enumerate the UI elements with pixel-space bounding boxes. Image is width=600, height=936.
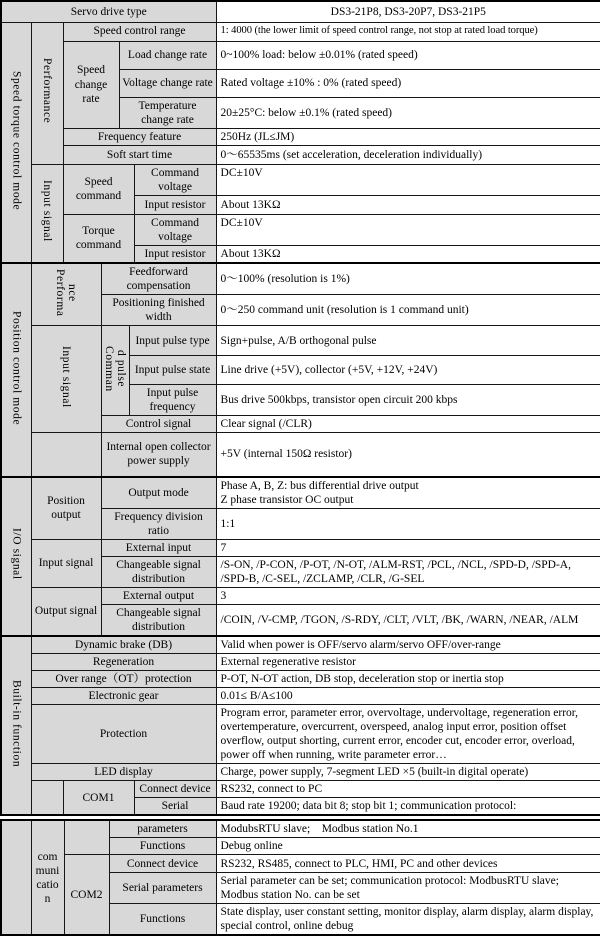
label-input-pulse-state: Input pulse state <box>129 356 216 385</box>
table-row <box>1 687 600 704</box>
value-changeable-signal-input: /S-ON, /P-CON, /P-OT, /N-OT, /ALM-RST, /PCL, /NCL, /SPD-D, /SPD-A, /SPD-B, /C-SEL, /ZCLAMP, /CLR, /G-SEL <box>216 556 600 587</box>
label-load-change-rate: Load change rate <box>119 41 216 69</box>
group-performance <box>31 263 101 326</box>
table-row <box>1 214 600 245</box>
table-row <box>1 653 600 670</box>
value-control-signal: Clear signal (/CLR) <box>216 416 600 433</box>
label-temperature-change-rate: Temperature change rate <box>119 97 216 128</box>
section-built-in-function <box>1 636 31 815</box>
value-input-pulse-frequency: Bus drive 500kbps, transistor open circuit 200 kbps <box>216 385 600 416</box>
label-torque-input-resistor: Input resistor <box>134 245 216 263</box>
group-com2: COM2 <box>64 855 109 936</box>
label-com1-functions: Functions <box>109 838 216 855</box>
label-com2-connect-device: Connect device <box>109 855 216 873</box>
empty-cell <box>31 433 101 477</box>
value-over-range-protection: P-OT, N-OT action, DB stop, deceleration stop or inertia stop <box>216 670 600 687</box>
label-input-pulse-type: Input pulse type <box>129 326 216 356</box>
value-output-mode: Phase A, B, Z: bus differential drive output Z phase transistor OC output <box>216 477 600 509</box>
group-com1: COM1 <box>63 781 134 816</box>
value-positioning-finished-width: 0～250 command unit (resolution is 1 command unit) <box>216 295 600 326</box>
value-com1-functions: Debug online <box>216 838 600 855</box>
value-com1-parameters: ModubsRTU slave; Modbus station No.1 <box>216 820 600 838</box>
value-frequency-feature: 250Hz (JL≤JM) <box>216 128 600 145</box>
label-internal-open-collector: Internal open collector power supply <box>101 433 216 477</box>
table-row <box>1 855 600 873</box>
label-dynamic-brake: Dynamic brake (DB) <box>31 636 216 654</box>
section-label: Speed torque control mode <box>10 70 23 210</box>
label-external-output: External output <box>101 587 216 604</box>
label-com1-connect-device: Connect device <box>134 781 216 798</box>
value-com1-connect-device: RS232, connect to PC <box>216 781 600 798</box>
value-feedforward-compensation: 0～100% (resolution is 1%) <box>216 263 600 295</box>
value-internal-open-collector: +5V (internal 150Ω resistor) <box>216 433 600 477</box>
group-input-signal <box>31 164 63 263</box>
label-changeable-signal-input: Changeable signal distribution <box>101 556 216 587</box>
label-external-input: External input <box>101 539 216 556</box>
table-row <box>1 781 600 798</box>
table-row <box>1 164 600 195</box>
table-row <box>1 587 600 604</box>
table-row <box>1 1 600 22</box>
value-led-display: Charge, power supply, 7-segment LED ×5 (built-in digital operate) <box>216 764 600 781</box>
section-io-signal <box>1 477 31 636</box>
section-label: I/O signal <box>10 528 23 581</box>
table-row <box>1 128 600 145</box>
table-row <box>1 477 600 509</box>
value-speed-input-resistor: About 13KΩ <box>216 195 600 214</box>
value-torque-command-voltage: DC±10V <box>216 214 600 245</box>
value-torque-input-resistor: About 13KΩ <box>216 245 600 263</box>
value-protection: Program error, parameter error, overvoltage, undervoltage, regeneration error, overtemperature, overcurrent, overspeed, analog input error, position offset overflow, output shorting, current error, encoder cut, encoder error, overload, power off when running, write parameter error… <box>216 704 600 763</box>
communication-table <box>0 819 600 936</box>
value-regeneration: External regenerative resistor <box>216 653 600 670</box>
label-frequency-feature: Frequency feature <box>63 128 216 145</box>
group-speed-change-rate: Speed change rate <box>63 41 119 128</box>
empty-cell <box>64 820 109 855</box>
group-command-pulse <box>101 326 129 416</box>
value-voltage-change-rate: Rated voltage ±10% : 0% (rated speed) <box>216 69 600 97</box>
value-external-output: 3 <box>216 587 600 604</box>
section-label: Built-in function <box>10 679 23 768</box>
label-speed-command-voltage: Command voltage <box>134 164 216 195</box>
label-positioning-finished-width: Positioning finished width <box>101 295 216 326</box>
label-frequency-division-ratio: Frequency division ratio <box>101 508 216 539</box>
table-row <box>1 764 600 781</box>
value-com2-connect-device: RS232, RS485, connect to PLC, HMI, PC and other devices <box>216 855 600 873</box>
group-output-signal: Output signal <box>31 587 101 636</box>
value-load-change-rate: 0~100% load: below ±0.01% (rated speed) <box>216 41 600 69</box>
value-speed-command-voltage: DC±10V <box>216 164 600 195</box>
label-voltage-change-rate: Voltage change rate <box>119 69 216 97</box>
table-row <box>1 539 600 556</box>
table-row <box>1 670 600 687</box>
empty-cell <box>1 820 31 935</box>
table-row <box>1 704 600 763</box>
group-label: Input signal <box>41 180 54 243</box>
table-row <box>1 326 600 356</box>
label-com2-functions: Functions <box>109 904 216 936</box>
group-label: Performance <box>41 58 54 124</box>
label-regeneration: Regeneration <box>31 653 216 670</box>
label-over-range-protection: Over range（OT）protection <box>31 670 216 687</box>
value-electronic-gear: 0.01≤ B/A≤100 <box>216 687 600 704</box>
group-position-output: Position output <box>31 477 101 540</box>
label-com1-serial: Serial <box>134 798 216 816</box>
section-label: Position control mode <box>10 310 23 425</box>
group-torque-command: Torque command <box>63 214 134 263</box>
value-external-input: 7 <box>216 539 600 556</box>
table-row <box>1 433 600 477</box>
group-performance <box>31 22 63 164</box>
group-label: Command pulse <box>103 345 128 392</box>
table-row <box>1 263 600 295</box>
value-com1-serial: Baud rate 19200; data bit 8; stop bit 1; communication protocol: <box>216 798 600 816</box>
table-row <box>1 41 600 69</box>
label-control-signal: Control signal <box>101 416 216 433</box>
label-torque-command-voltage: Command voltage <box>134 214 216 245</box>
table-row <box>1 820 600 838</box>
label-changeable-signal-output: Changeable signal distribution <box>101 604 216 636</box>
label-output-mode: Output mode <box>101 477 216 509</box>
group-label: Performance <box>54 268 79 317</box>
label-led-display: LED display <box>31 764 216 781</box>
value-com2-serial-parameters: Serial parameter can be set; communication protocol: ModbusRTU slave; Modbus station No. can be set <box>216 873 600 904</box>
group-input-signal <box>31 326 101 433</box>
label-protection: Protection <box>31 704 216 763</box>
label-electronic-gear: Electronic gear <box>31 687 216 704</box>
value-speed-control-range: 1: 4000 (the lower limit of speed control range, not stop at rated load torque) <box>216 22 600 41</box>
label-speed-input-resistor: Input resistor <box>134 195 216 214</box>
value-input-pulse-state: Line drive (+5V), collector (+5V, +12V, +24V) <box>216 356 600 385</box>
label-com2-serial-parameters: Serial parameters <box>109 873 216 904</box>
servo-drive-type-value: DS3-21P8, DS3-20P7, DS3-21P5 <box>216 1 600 22</box>
value-frequency-division-ratio: 1:1 <box>216 508 600 539</box>
table-row <box>1 22 600 41</box>
table-row <box>1 636 600 654</box>
servo-drive-type-label: Servo drive type <box>1 1 216 22</box>
group-speed-command: Speed command <box>63 164 134 214</box>
section-communication: communication <box>31 820 64 935</box>
label-speed-control-range: Speed control range <box>63 22 216 41</box>
empty-cell <box>31 781 63 816</box>
value-com2-functions: State display, user constant setting, monitor display, alarm display, alarm display, special control, online debug <box>216 904 600 936</box>
label-soft-start-time: Soft start time <box>63 145 216 164</box>
section-speed-torque-control-mode <box>1 22 31 263</box>
label-com1-parameters: parameters <box>109 820 216 838</box>
label-feedforward-compensation: Feedforward compensation <box>101 263 216 295</box>
group-input-signal: Input signal <box>31 539 101 587</box>
value-soft-start-time: 0～65535ms (set acceleration, deceleration individually) <box>216 145 600 164</box>
value-dynamic-brake: Valid when power is OFF/servo alarm/servo OFF/over-range <box>216 636 600 654</box>
section-position-control-mode <box>1 263 31 477</box>
label-input-pulse-frequency: Input pulse frequency <box>129 385 216 416</box>
value-changeable-signal-output: /COIN, /V-CMP, /TGON, /S-RDY, /CLT, /VLT, /BK, /WARN, /NEAR, /ALM <box>216 604 600 636</box>
value-input-pulse-type: Sign+pulse, A/B orthogonal pulse <box>216 326 600 356</box>
group-label: Input signal <box>60 346 73 409</box>
value-temperature-change-rate: 20±25°C: below ±0.1% (rated speed) <box>216 97 600 128</box>
table-row <box>1 145 600 164</box>
